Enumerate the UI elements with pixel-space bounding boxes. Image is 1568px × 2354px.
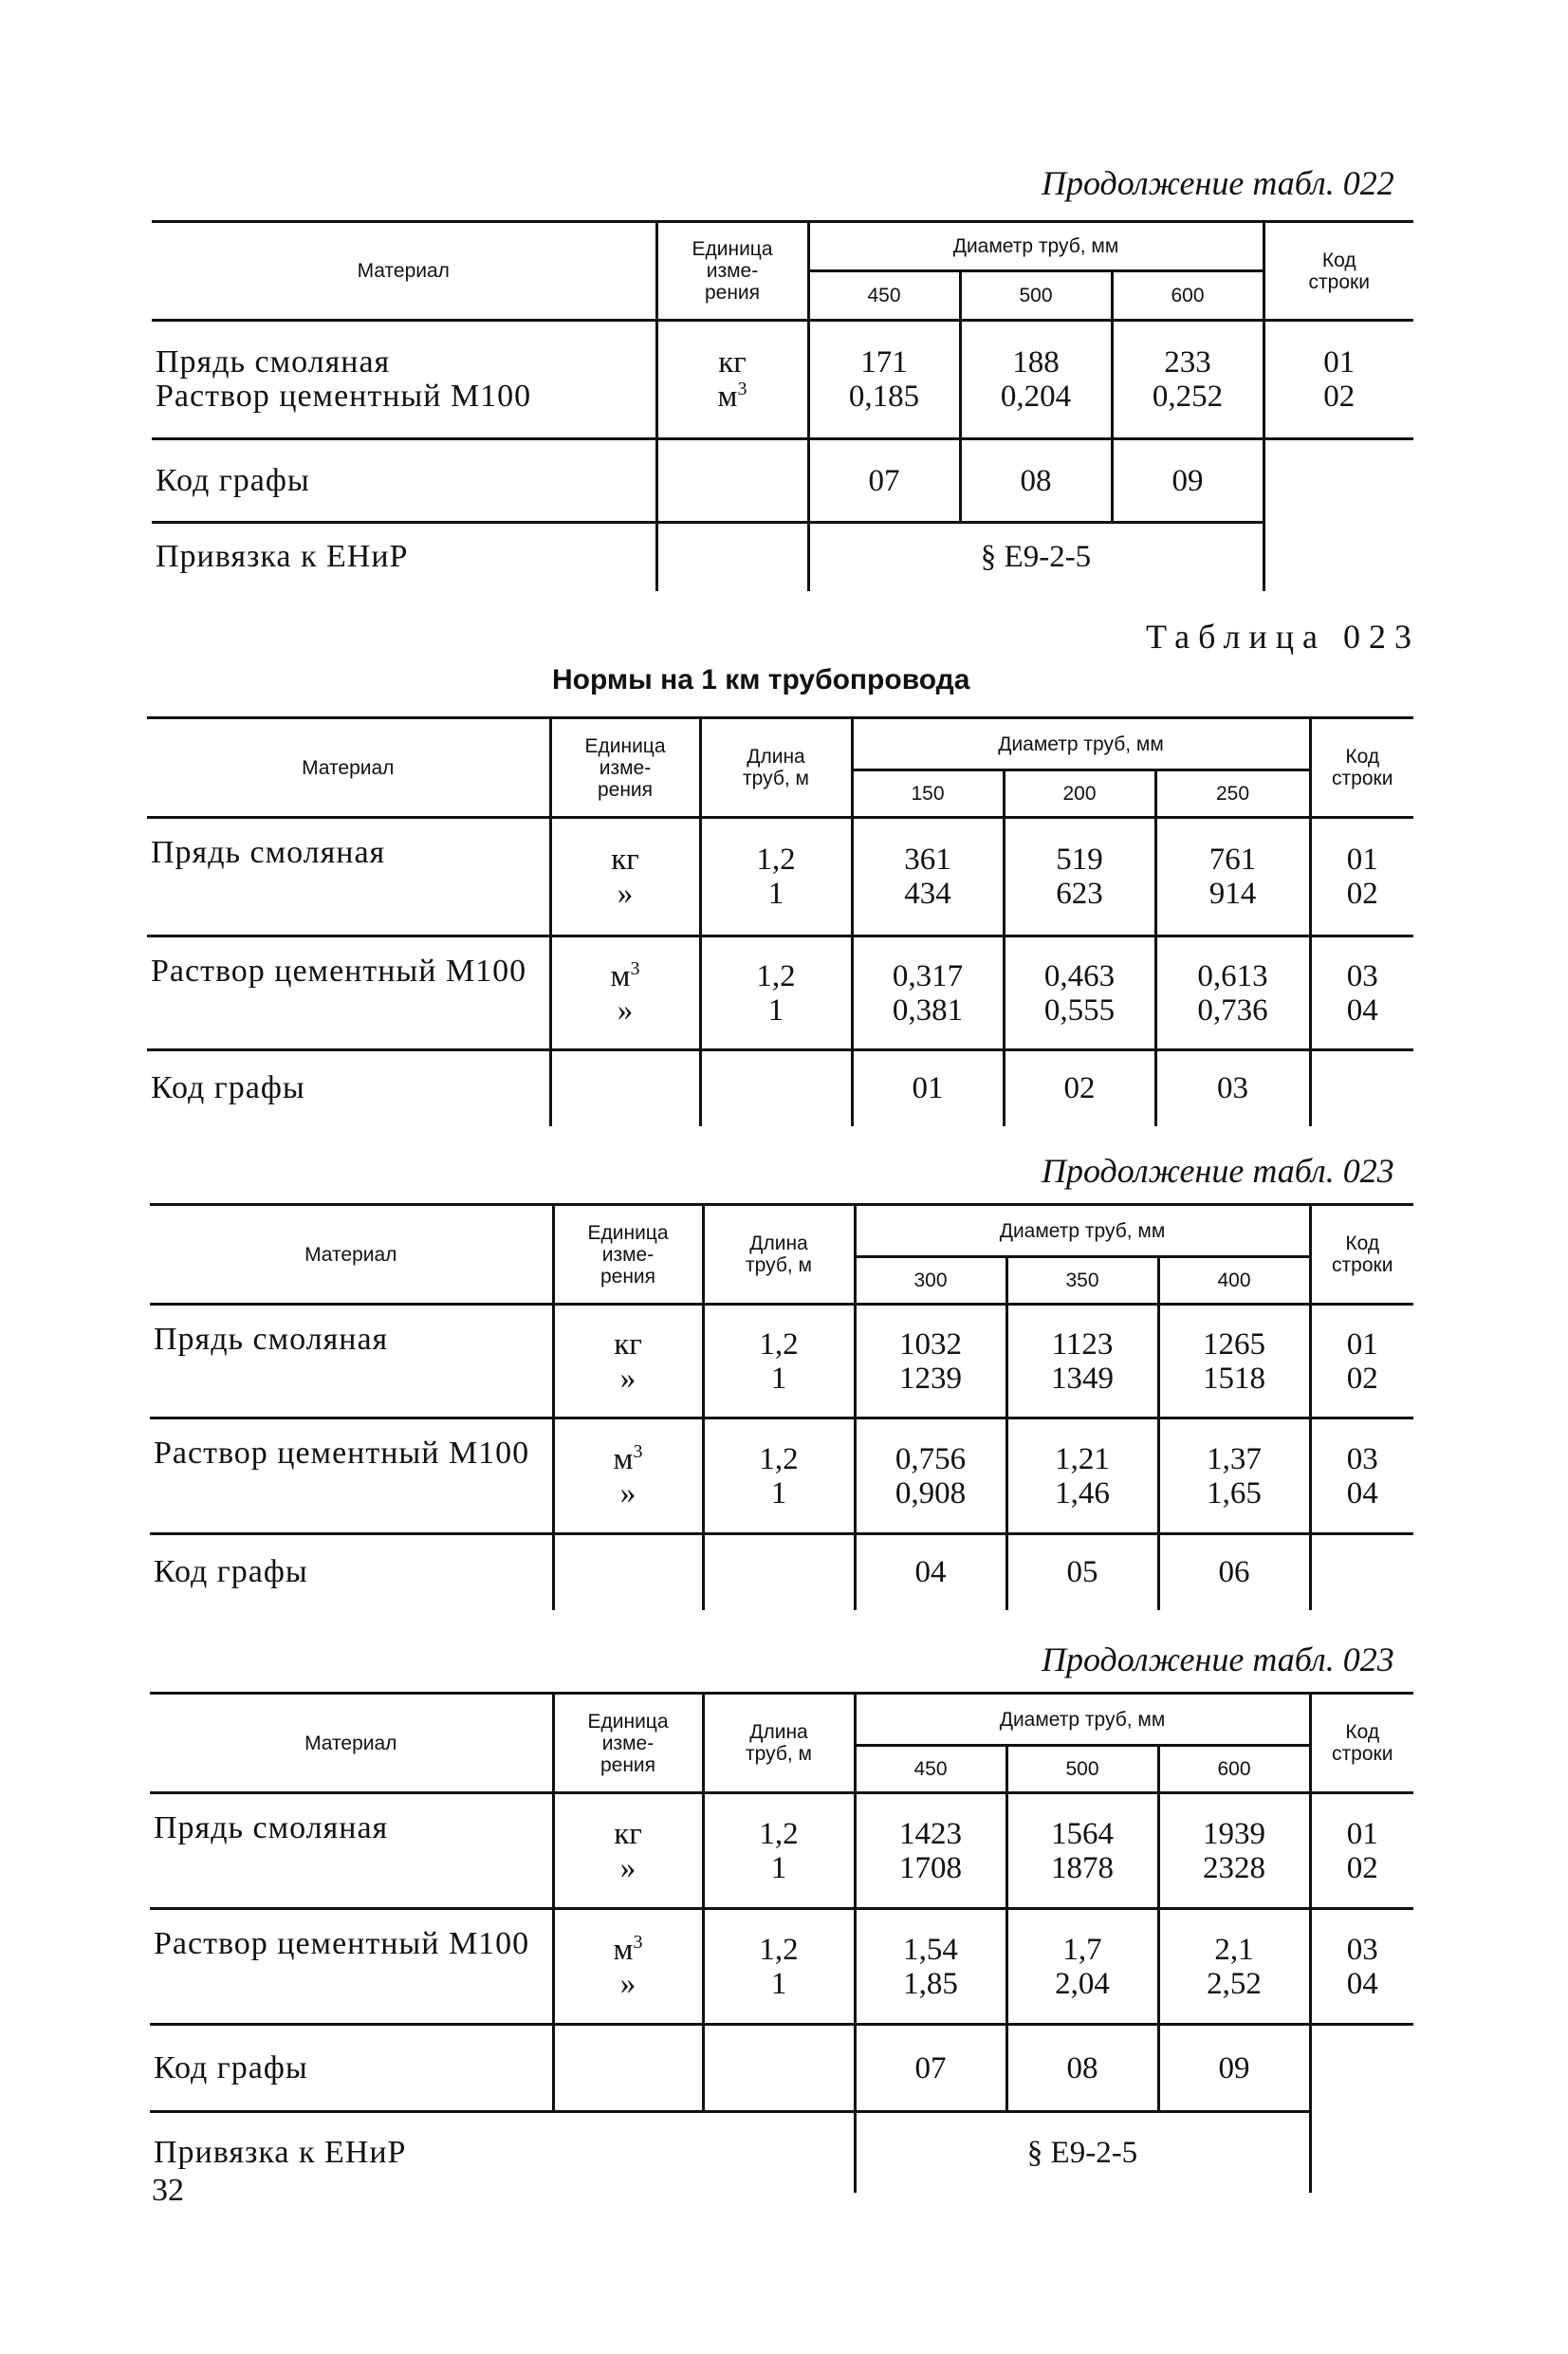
length-cell: 1,2 1 [703, 1305, 855, 1418]
length-cell: 1,2 1 [703, 1793, 855, 1909]
material-name: Прядь смоляная [150, 1305, 553, 1418]
row-code-cell: 01 02 [1264, 321, 1413, 439]
row-code-cell: 01 02 [1310, 1793, 1413, 1909]
col-code: 03 [1155, 1050, 1310, 1126]
value-cell: 0,756 0,908 [855, 1418, 1006, 1534]
col-code: 05 [1006, 1534, 1158, 1610]
col-code: 06 [1158, 1534, 1310, 1610]
header-diameter-value: 600 [1112, 271, 1264, 321]
header-diameter: Диаметр труб, мм [852, 718, 1310, 770]
header-diameter-value: 500 [960, 271, 1112, 321]
empty-cell [1310, 2025, 1413, 2112]
header-diameter: Диаметр труб, мм [855, 1205, 1310, 1257]
empty-cell [553, 1534, 703, 1610]
value-cell: 1939 2328 [1158, 1793, 1310, 1909]
col-code-label: Код графы [152, 439, 656, 523]
table-023-part-3 [150, 1692, 1413, 2193]
link-value: § Е9-2-5 [808, 523, 1264, 591]
length-cell: 1,2 1 [700, 818, 852, 936]
unit-value: $м^3$ [717, 379, 747, 414]
header-length: Длина труб, м [700, 718, 852, 818]
value-cell: 519 623 [1004, 818, 1155, 936]
unit-cell: $м^3$ » [553, 1418, 703, 1534]
empty-cell [703, 1534, 855, 1610]
header-diameter-value: 150 [852, 770, 1004, 818]
header-diameter-value: 200 [1004, 770, 1155, 818]
col-code: 08 [960, 439, 1112, 523]
empty-cell [1264, 439, 1413, 523]
length-cell: 1,2 1 [703, 1418, 855, 1534]
value-cell: 1,7 2,04 [1006, 1909, 1158, 2025]
empty-cell [700, 1050, 852, 1126]
header-row-code: Код строки [1310, 1694, 1413, 1793]
material-name: Прядь смоляная [147, 818, 550, 936]
header-length: Длина труб, м [703, 1205, 855, 1305]
value-cell: 188 0,204 [960, 321, 1112, 439]
unit-cell: $м^3$ » [550, 936, 700, 1050]
header-material: Материал [147, 718, 550, 818]
value-cell: 0,613 0,736 [1155, 936, 1310, 1050]
col-code-label: Код графы [150, 2025, 553, 2112]
col-code: 04 [855, 1534, 1006, 1610]
unit-cell: $м^3$ » [553, 1909, 703, 2025]
header-unit: Единица изме-рения [656, 222, 808, 321]
header-material: Материал [150, 1205, 553, 1305]
unit-cell: кг » [550, 818, 700, 936]
table-023-part-2 [150, 1203, 1413, 1610]
table-023-part-1 [147, 716, 1413, 1126]
header-length: Длина труб, м [703, 1694, 855, 1793]
value-cell: 1,37 1,65 [1158, 1418, 1310, 1534]
table-022 [152, 220, 1413, 591]
header-row-code: Код строки [1310, 1205, 1413, 1305]
col-code: 01 [852, 1050, 1004, 1126]
value-cell: 0,317 0,381 [852, 936, 1004, 1050]
header-diameter-value: 500 [1006, 1746, 1158, 1793]
value-cell: 1,54 1,85 [855, 1909, 1006, 2025]
header-diameter-value: 450 [855, 1746, 1006, 1793]
value-cell: 1032 1239 [855, 1305, 1006, 1418]
material-cell [152, 321, 656, 439]
link-label: Привязка к ЕНиР [154, 2134, 407, 2170]
header-unit: Единица изме-рения [553, 1205, 703, 1305]
empty-cell [703, 2025, 855, 2112]
value-cell: 361 434 [852, 818, 1004, 936]
caption-continuation-023: Продолжение табл. 023 [1042, 1640, 1394, 1678]
row-code-cell: 01 02 [1310, 818, 1413, 936]
header-diameter-value: 450 [808, 271, 960, 321]
col-code: 02 [1004, 1050, 1155, 1126]
norms-title: Нормы на 1 км трубопровода [552, 664, 970, 695]
header-material: Материал [150, 1694, 553, 1793]
link-label: Привязка к ЕНиР [156, 539, 409, 575]
empty-cell [553, 2025, 703, 2112]
empty-cell [1310, 1050, 1413, 1126]
header-diameter-value: 350 [1006, 1257, 1158, 1305]
material-name: Прядь смоляная [156, 344, 391, 380]
empty-cell [1310, 1534, 1413, 1610]
col-code: 08 [1006, 2025, 1158, 2112]
empty-cell [656, 523, 808, 591]
row-code-cell: 01 02 [1310, 1305, 1413, 1418]
header-row-code: Код строки [1264, 222, 1413, 321]
col-code-label: Код графы [154, 1554, 308, 1590]
unit-value: кг [718, 345, 747, 380]
table-023-title: Таблица 023 [1146, 618, 1420, 656]
value-cell: 2,1 2,52 [1158, 1909, 1310, 2025]
material-name: Раствор цементный М100 [147, 936, 550, 1050]
col-code: 09 [1158, 2025, 1310, 2112]
value-cell: 1265 1518 [1158, 1305, 1310, 1418]
length-cell: 1,2 1 [700, 936, 852, 1050]
material-name: Раствор цементный М100 [156, 379, 532, 414]
header-diameter-value: 600 [1158, 1746, 1310, 1793]
value-cell: 1,21 1,46 [1006, 1418, 1158, 1534]
col-code: 07 [808, 439, 960, 523]
row-code-cell: 03 04 [1310, 1418, 1413, 1534]
header-diameter-value: 300 [855, 1257, 1006, 1305]
unit-cell: кг » [553, 1305, 703, 1418]
empty-cell [1264, 523, 1413, 591]
page-number: 32 [152, 2173, 184, 2208]
unit-cell [656, 321, 808, 439]
length-cell: 1,2 1 [703, 1909, 855, 2025]
header-diameter-value: 250 [1155, 770, 1310, 818]
col-code: 09 [1112, 439, 1264, 523]
material-name: Прядь смоляная [150, 1793, 553, 1909]
caption-continuation-022: Продолжение табл. 022 [1042, 164, 1394, 202]
row-code-cell: 03 04 [1310, 936, 1413, 1050]
value-cell: 761 914 [1155, 818, 1310, 936]
value-cell: 1123 1349 [1006, 1305, 1158, 1418]
value-cell: 1564 1878 [1006, 1793, 1158, 1909]
value-cell: 1423 1708 [855, 1793, 1006, 1909]
header-diameter-value: 400 [1158, 1257, 1310, 1305]
col-code: 07 [855, 2025, 1006, 2112]
row-code-cell: 03 04 [1310, 1909, 1413, 2025]
value-cell: 233 0,252 [1112, 321, 1264, 439]
material-name: Раствор цементный М100 [150, 1418, 553, 1534]
caption-continuation-023: Продолжение табл. 023 [1042, 1152, 1394, 1190]
col-code-label: Код графы [151, 1070, 305, 1106]
value-cell: 171 0,185 [808, 321, 960, 439]
header-diameter: Диаметр труб, мм [855, 1694, 1310, 1746]
header-row-code: Код строки [1310, 718, 1413, 818]
empty-cell [550, 1050, 700, 1126]
value-cell: 0,463 0,555 [1004, 936, 1155, 1050]
material-name: Раствор цементный М100 [150, 1909, 553, 2025]
link-value: § Е9-2-5 [855, 2112, 1310, 2193]
unit-cell: кг » [553, 1793, 703, 1909]
empty-cell [1310, 2112, 1413, 2193]
empty-cell [656, 439, 808, 523]
header-unit: Единица изме-рения [553, 1694, 703, 1793]
header-material: Материал [152, 222, 656, 321]
header-diameter: Диаметр труб, мм [808, 222, 1264, 271]
header-unit: Единица изме-рения [550, 718, 700, 818]
